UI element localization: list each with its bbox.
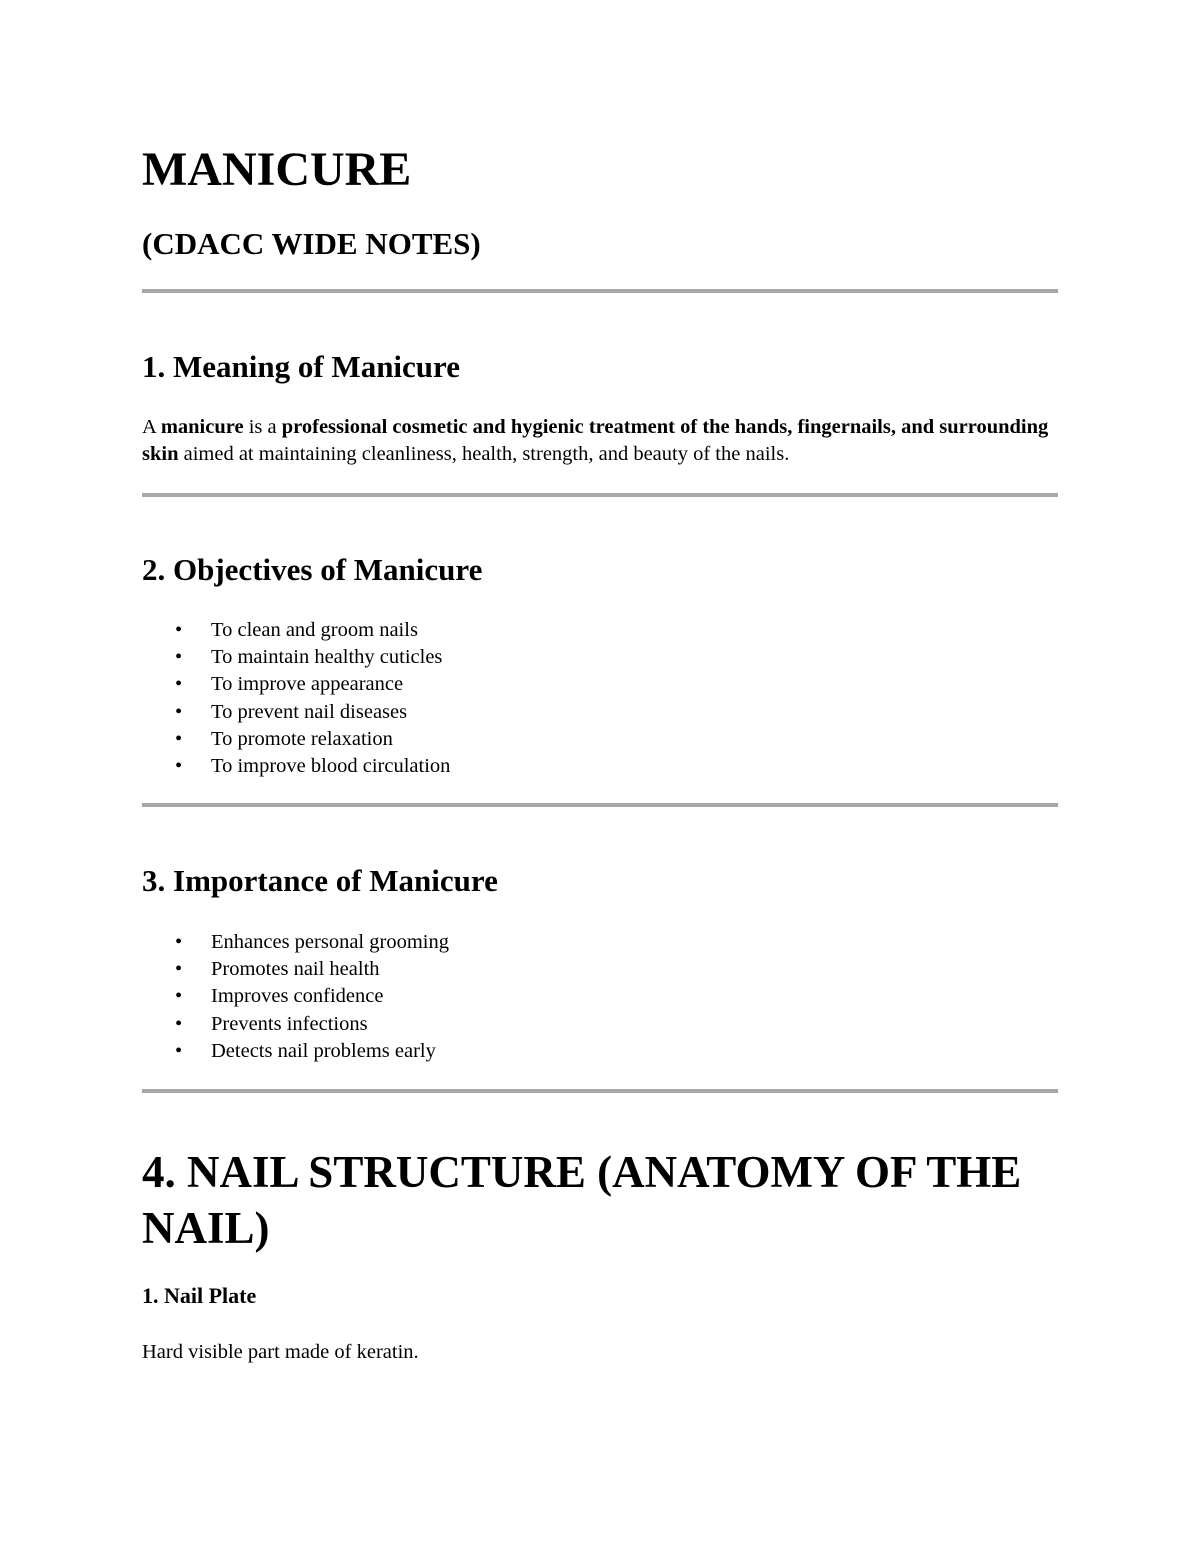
- bullet-icon: •: [175, 673, 183, 696]
- bullet-icon: •: [175, 700, 183, 723]
- list-item: [142, 929, 449, 956]
- list-item: [142, 1038, 449, 1065]
- meaning-text-part: aimed at maintaining cleanliness, health, strength, and beauty of the nails.: [178, 443, 790, 465]
- bullet-icon: •: [175, 958, 183, 981]
- meaning-definition-bold: professional cosmetic and hygienic treatment of the hands, fingernails, and surrounding skin: [142, 416, 1049, 465]
- list-item-text: To improve blood circulation: [211, 755, 451, 778]
- list-item: [142, 726, 450, 753]
- list-item-text: To prevent nail diseases: [211, 700, 408, 723]
- bullet-icon: •: [175, 1012, 183, 1035]
- list-item-text: To clean and groom nails: [211, 619, 418, 641]
- list-item-text: Improves confidence: [211, 985, 384, 1008]
- meaning-text-part: is a: [243, 416, 282, 438]
- list-item-text: Prevents infections: [211, 1012, 368, 1035]
- bullet-icon: •: [175, 985, 183, 1008]
- list-item: [142, 644, 450, 671]
- objectives-heading: 2. Objectives of Manicure: [142, 552, 483, 587]
- meaning-heading: 1. Meaning of Manicure: [142, 349, 461, 384]
- list-item: [142, 983, 449, 1010]
- nail-plate-text: Hard visible part made of keratin.: [142, 1341, 419, 1363]
- list-item-text: Detects nail problems early: [211, 1039, 436, 1062]
- bullet-icon: •: [175, 755, 183, 778]
- importance-heading: 3. Importance of Manicure: [142, 863, 498, 898]
- list-item: [142, 671, 450, 698]
- nail-structure-heading: 4. NAIL STRUCTURE (ANATOMY OF THE NAIL): [142, 1147, 1022, 1253]
- bullet-icon: •: [175, 619, 183, 641]
- list-item: [142, 1011, 449, 1038]
- list-item-text: Enhances personal grooming: [211, 931, 449, 953]
- list-item-text: To improve appearance: [211, 673, 404, 696]
- bullet-icon: •: [175, 646, 183, 669]
- objectives-list: [142, 617, 450, 780]
- document-title: MANICURE: [142, 143, 412, 196]
- section-divider: [142, 289, 1058, 293]
- meaning-paragraph: [142, 414, 1058, 468]
- section-divider: [142, 493, 1058, 497]
- meaning-term-bold: manicure: [160, 416, 244, 438]
- importance-list: [142, 929, 449, 1065]
- nail-plate-heading: 1. Nail Plate: [142, 1283, 257, 1308]
- list-item: [142, 753, 450, 780]
- bullet-icon: •: [175, 1039, 183, 1062]
- list-item-text: Promotes nail health: [211, 958, 380, 981]
- list-item-text: To promote relaxation: [211, 727, 393, 750]
- bullet-icon: •: [175, 727, 183, 750]
- section-divider: [142, 803, 1058, 807]
- list-item: [142, 956, 449, 983]
- meaning-text-part: A: [142, 416, 161, 438]
- list-item-text: To maintain healthy cuticles: [211, 646, 443, 669]
- list-item: [142, 617, 450, 644]
- list-item: [142, 699, 450, 726]
- document-subtitle: (CDACC WIDE NOTES): [142, 226, 481, 261]
- bullet-icon: •: [175, 931, 183, 953]
- section-divider: [142, 1089, 1058, 1093]
